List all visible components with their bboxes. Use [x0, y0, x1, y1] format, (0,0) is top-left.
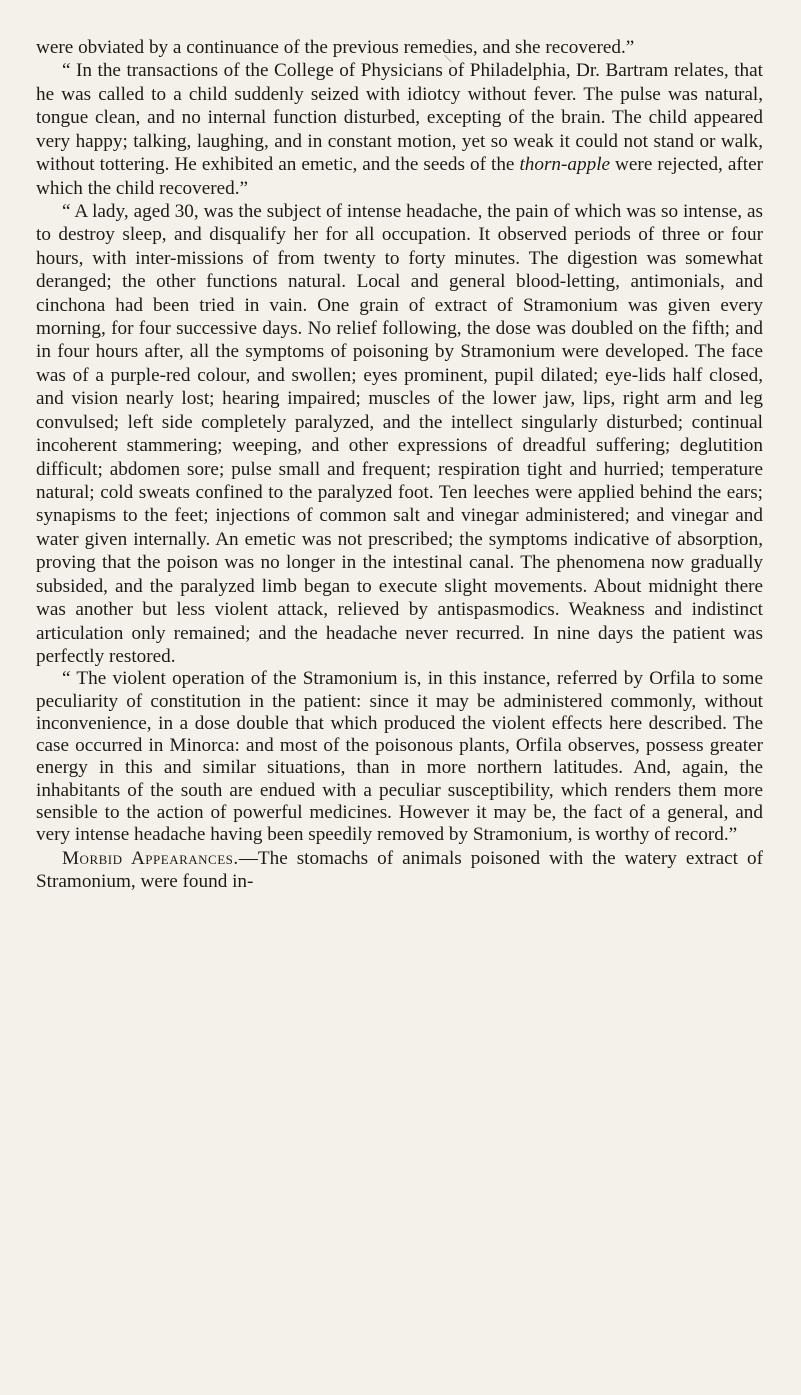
book-page: [36, 36, 763, 1366]
paragraph-morbid-appearances: Morbid Appearances.—The stomachs of animals poisoned with the watery extract of Stramonium, were found in-: [36, 847, 763, 892]
paragraph-continuation: were obviated by a continuance of the previous remedies, and she recovered.”: [36, 37, 635, 58]
section-heading-morbid-appearances: Morbid Appearances.: [62, 847, 239, 869]
emphasis-thorn-apple: thorn-apple: [519, 154, 611, 176]
paragraph-orfila-commentary: “ The violent operation of the Stramonium is, in this instance, referred by Orfila to some peculiarity of constitution in the patient: since it may be administered commonly, without inconvenience, in a dose double that which produced the violent effects here described. The case occurred in Minorca: and most of the poisonous plants, Orfila observes, possess greater energy in this and similar situations, than in more northern latitudes. And, again, the inhabitants of the south are endued with a peculiar susceptibility, which renders them more sensible to the action of powerful medicines. However it may be, the fact of a general, and very intense headache having been speedily removed by Stramonium, is worthy of record.”: [36, 668, 763, 846]
paragraph-bartram-case: “ In the transactions of the College of Physicians of Philadelphia, Dr. Bartram relates, that he was called to a child suddenly seized with idiotcy without fever. The pulse was natural, tongue clean, and no internal function disturbed, excepting of the brain. The child appeared very happy; talking, laughing, and in constant motion, yet so weak it could not stand or walk, without tottering. He exhibited an emetic, and the seeds of the thorn-apple were rejected, after which the child recovered.”: [36, 60, 763, 199]
paragraph-headache-case: “ A lady, aged 30, was the subject of intense headache, the pain of which was so intense, as to destroy sleep, and disqualify her for all occupation. It observed periods of three or four hours, with inter-missions of from twenty to forty minutes. The digestion was somewhat deranged; the other functions natural. Local and general blood-letting, antimonials, and cinchona had been tried in vain. One grain of extract of Stramonium was given every morning, for four successive days. No relief following, the dose was doubled on the fifth; and in four hours after, all the symptoms of poisoning by Stramonium were developed. The face was of a purple-red colour, and swollen; eyes prominent, pupil dilated; eye-lids half closed, and vision nearly lost; hearing impaired; muscles of the lower jaw, lips, right arm and leg convulsed; left side completely paralyzed, and the intellect singularly disturbed; continual incoherent stammering; weeping, and other expressions of dreadful suffering; deglutition difficult; abdomen sore; pulse small and frequent; respiration tight and hurried; temperature natural; cold sweats confined to the paralyzed foot. Ten leeches were applied behind the ears; synapisms to the feet; injections of common salt and vinegar administered; and vinegar and water given internally. An emetic was not prescribed; the symptoms indicative of absorption, proving that the poison was no longer in the intestinal canal. The phenomena now gradually subsided, and the paralyzed limb began to execute slight movements. About midnight there was another but less violent attack, relieved by antispasmodics. Weakness and indistinct articulation only remained; and the headache never recurred. In nine days the patient was perfectly restored.: [36, 200, 763, 667]
